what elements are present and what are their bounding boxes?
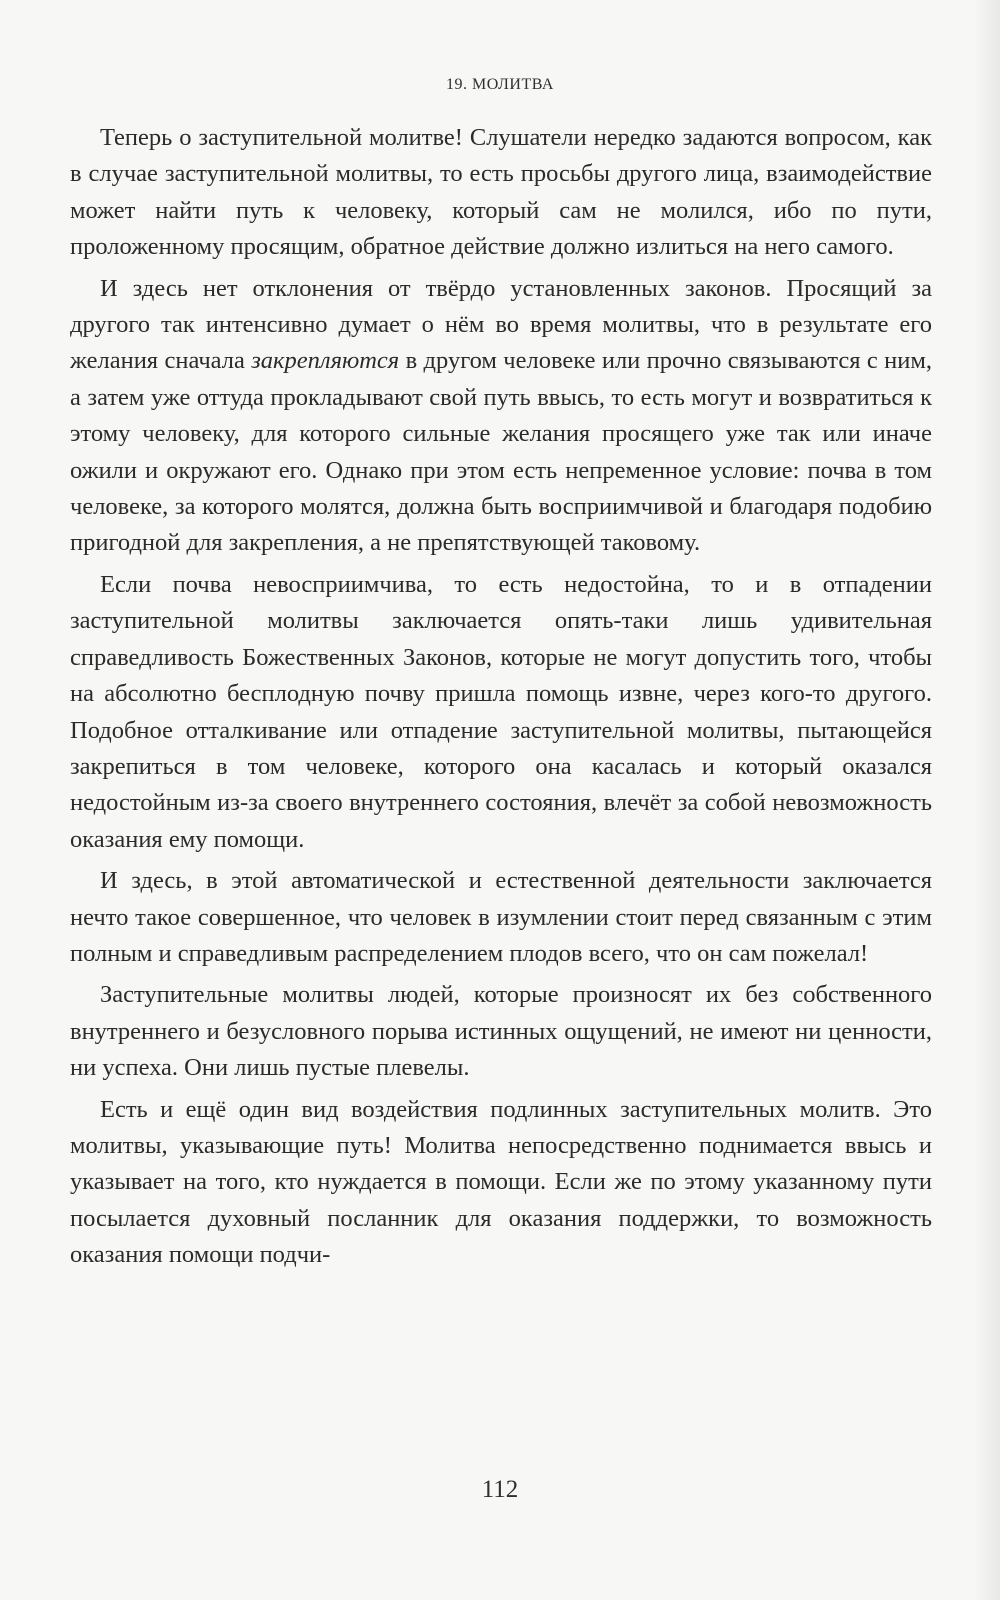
- body-text: [70, 120, 932, 1279]
- paragraph-6: [70, 1092, 932, 1274]
- paragraph-2: [70, 271, 932, 562]
- running-head: 19. МОЛИТВА: [446, 76, 554, 93]
- paragraph-5-text: Заступительные молитвы людей, которые произносят их без собственного внутреннего и безусловного порыва истинных ощущений, не имеют ни ценности, ни успеха. Они лишь пустые плевелы.: [70, 981, 932, 1082]
- paragraph-1-text: Теперь о заступительной молитве! Слушатели нередко задаются вопросом, как в случае заступительной молитвы, то есть просьбы другого лица, взаимодействие может найти путь к человеку, который сам не молился, ибо по пути, проложенному просящим, обратное действие должно излиться на него самого.: [70, 124, 932, 261]
- paragraph-2-text-a: И здесь нет отклонения от твёрдо установленных законов. Просящий за другого так интенсивно думает о нём во время молитвы, что в результате его желания сначала: [70, 274, 932, 375]
- paragraph-3-text: Если почва невосприимчива, то есть недостойна, то и в отпадении заступительной молитвы заключается опять-таки лишь удивительная справедливость Божественных Законов, которые не могут допустить того, чтобы на абсолютно бесплодную почву пришла помощь извне, через кого-то другого. Подобное отталкивание или отпадение заступительной молитвы, пытающейся закрепиться в том человеке, которого она касалась и который оказался недостойным из-за своего внутреннего состояния, влечёт за собой невозможность оказания ему помощи.: [70, 570, 932, 853]
- paragraph-4-text: И здесь, в этой автоматической и естественной деятельности заключается нечто такое совершенное, что человек в изумлении стоит перед связанным с этим полным и справедливым распределением плодов всего, что он сам пожелал!: [70, 867, 932, 967]
- paragraph-4: [70, 863, 932, 972]
- paragraph-2-text-b: в другом человеке или прочно связываются с ним, а затем уже оттуда прокладывают свой путь ввысь, то есть могут и возвратиться к этому человеку, для которого сильные желания просящего уже так или иначе ожили и окружают его. Однако при этом есть непременное условие: почва в том человеке, за которого молятся, должна быть восприимчивой и благодаря подобию пригодной для закрепления, а не препятствующей таковому.: [70, 347, 933, 557]
- paragraph-1: [70, 120, 932, 266]
- paragraph-6-text: Есть и ещё один вид воздействия подлинных заступительных молитв. Это молитвы, указывающие путь! Молитва непосредственно поднимается ввысь и указывает на того, кто нуждается в помощи. Если же по этому указанному пути посылается духовный посланник для оказания поддержки, то возможность оказания помощи подчи-: [70, 1095, 932, 1269]
- page-number: 112: [481, 1476, 519, 1503]
- paragraph-5: [70, 977, 932, 1086]
- paragraph-2-emphasis: закрепляются: [251, 347, 400, 375]
- page-edge-shadow: [974, 0, 1000, 1600]
- paragraph-3: [70, 567, 932, 858]
